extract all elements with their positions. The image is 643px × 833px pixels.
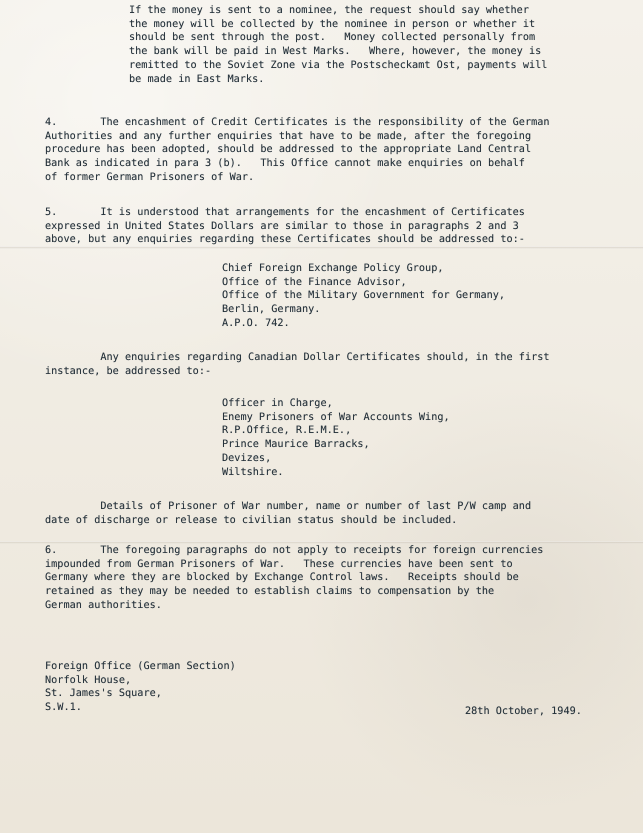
details-required-paragraph: Details of Prisoner of War number, name or number of last P/W camp and date of discharge or release to civilian status should be included. (45, 501, 532, 526)
sender-address: Foreign Office (German Section) Norfolk House, St. James's Square, S.W.1. (45, 661, 236, 714)
paragraph-4: 4. The encashment of Credit Certificates is the responsibility of the German Authorities and any further enquiries that have to be made, after the foregoing procedure has been adopted, should be addressed to the appropriate Land Central Bank as indicated in para 3 (b). This Office cannot make enquiries on behalf of former German Prisoners of War. (45, 117, 550, 183)
paragraph-5: 5. It is understood that arrangements for the encashment of Certificates expressed in United States Dollars are similar to those in paragraphs 2 and 3 above, but any enquiries regarding these Certificates should be addressed to:- (45, 207, 525, 246)
paragraph-continuation: If the money is sent to a nominee, the request should say whether the money will be collected by the nominee in person or whether it should be sent through the post. Money collected personally from the bank will be paid in West Marks. Where, however, the money is remitted to the Soviet Zone via the Postscheckamt Ost, payments will be made in East Marks. (129, 5, 548, 85)
document-date: 28th October, 1949. (465, 706, 582, 717)
address-us-certificates: Chief Foreign Exchange Policy Group, Office of the Finance Advisor, Office of the Military Government for Germany, Berlin, Germany. A.P.O. 742. (222, 263, 506, 329)
address-canadian-certificates: Officer in Charge, Enemy Prisoners of War Accounts Wing, R.P.Office, R.E.M.E., Prince Maurice Barracks, Devizes, Wiltshire. (222, 398, 450, 478)
paragraph-6: 6. The foregoing paragraphs do not apply to receipts for foreign currencies impounded from German Prisoners of War. These currencies have been sent to Germany where they are blocked by Exchange Control laws. Receipts should be retained as they may be needed to establish claims to compensation by the German authorities. (45, 545, 544, 611)
canadian-enquiries-paragraph: Any enquiries regarding Canadian Dollar Certificates should, in the first instance, be addressed to:- (45, 352, 550, 377)
